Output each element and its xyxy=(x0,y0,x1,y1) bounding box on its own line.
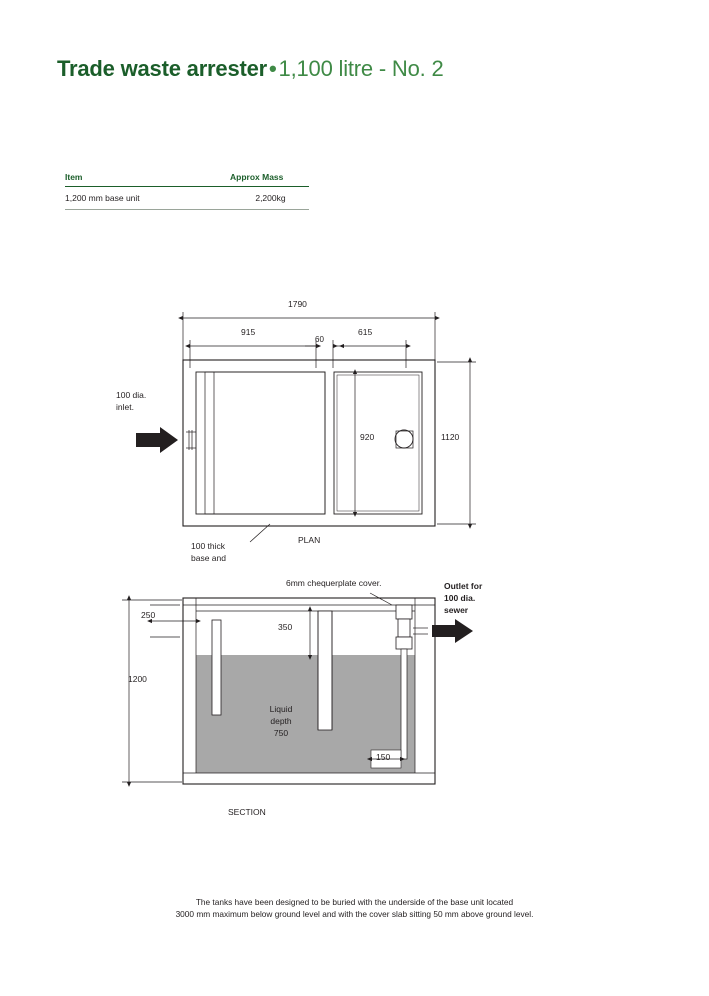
table-header-row xyxy=(65,168,309,187)
dim-150: 150 xyxy=(376,752,391,762)
outlet-label-line2: 100 dia. xyxy=(444,593,476,603)
dim-1200: 1200 xyxy=(128,674,147,684)
plan-caption: PLAN xyxy=(298,535,321,545)
dim-left-chamber: 915 xyxy=(241,327,256,337)
outlet-label-line3: sewer xyxy=(444,605,469,615)
section-svg xyxy=(0,570,709,840)
plan-svg xyxy=(0,290,709,560)
title-light: 1,100 litre - No. 2 xyxy=(278,56,444,81)
footer-note xyxy=(0,896,709,920)
table-row xyxy=(65,187,309,210)
approx-mass-table xyxy=(65,168,309,210)
liquid-fill-gap xyxy=(318,730,332,773)
outlet-arrow-icon xyxy=(432,619,473,643)
liquid-depth-line2: depth xyxy=(270,716,292,726)
dim-350: 350 xyxy=(278,622,293,632)
cell-item: 1,200 mm base unit xyxy=(65,193,140,203)
inlet-arrow-icon xyxy=(136,427,178,453)
liquid-depth-line3: 750 xyxy=(273,728,289,738)
page-title xyxy=(57,56,444,82)
liquid-depth-line1: Liquid xyxy=(269,704,293,714)
dim-right-chamber: 615 xyxy=(358,327,373,337)
dim-overall-width: 1790 xyxy=(288,299,307,309)
column-header-item: Item xyxy=(65,172,83,182)
outlet-label-line1: Outlet for xyxy=(444,581,483,591)
dim-wall: 60 xyxy=(315,335,324,344)
section-caption: SECTION xyxy=(228,807,266,817)
footer-note-line2: 3000 mm maximum below ground level and with the cover slab sitting 50 mm above ground level. xyxy=(175,909,534,920)
dim-overall-height: 1120 xyxy=(441,432,460,442)
base-note-line1: 100 thick xyxy=(191,541,226,551)
dim-250: 250 xyxy=(141,610,156,620)
inlet-label-line2: inlet. xyxy=(116,402,134,412)
cover-label: 6mm chequerplate cover. xyxy=(286,578,382,588)
title-bold: Trade waste arrester xyxy=(57,56,268,81)
inlet-label-line1: 100 dia. xyxy=(116,390,147,400)
column-header-mass: Approx Mass xyxy=(230,172,284,182)
plan-drawing xyxy=(0,290,709,563)
footer-note-line1: The tanks have been designed to be buried with the underside of the base unit located xyxy=(195,897,514,907)
base-note-line2: base and xyxy=(191,553,226,563)
cell-mass: 2,200kg xyxy=(255,193,286,203)
dim-inner-height: 920 xyxy=(360,432,375,442)
section-drawing xyxy=(0,570,709,840)
title-separator: • xyxy=(269,56,277,81)
